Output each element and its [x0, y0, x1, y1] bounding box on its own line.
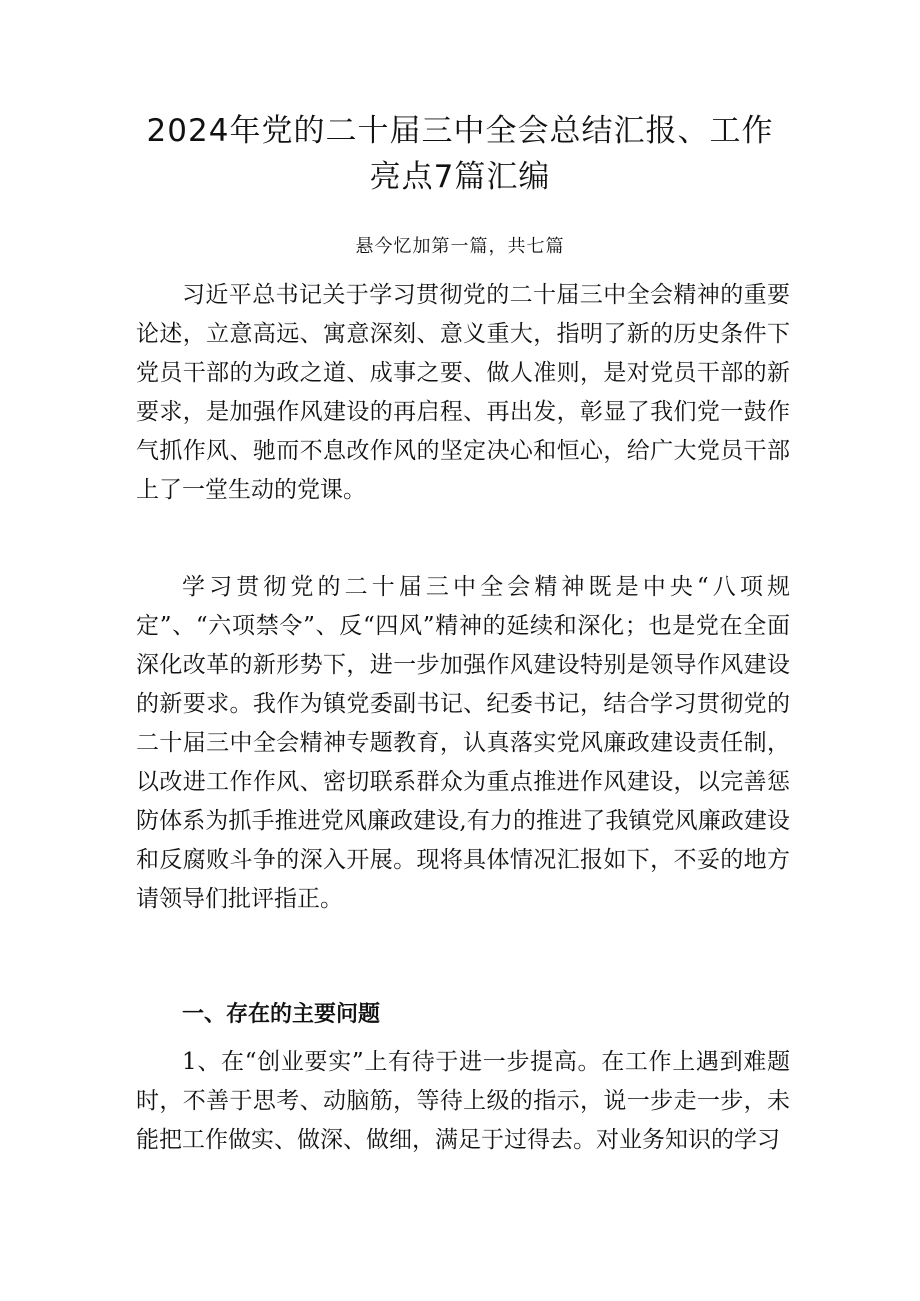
- body-paragraph-1: 习近平总书记关于学习贯彻党的二十届三中全会精神的重要论述，立意高远、寓意深刻、意义重大，指明了新的历史条件下党员干部的为政之道、成事之要、做人准则，是对党员干部的新要求，是加强作风建设的再启程、再出发，彰显了我们党一鼓作气抓作风、驰而不息改作风的坚定决心和恒心，给广大党员干部上了一堂生动的党课。: [136, 282, 790, 503]
- section-paragraph-1: 1、在“创业要实”上有待于进一步提高。在工作上遇到难题时，不善于思考、动脑筋，等待上级的指示，说一步走一步，未能把工作做实、做深、做细，满足于过得去。对业务知识的学习: [136, 1049, 790, 1153]
- document-title-line-2: 亮点7篇汇编: [369, 159, 551, 195]
- document-subtitle: 悬今忆加第一篇，共七篇: [355, 236, 565, 257]
- section-heading: 一、存在的主要问题: [182, 1002, 381, 1027]
- body-paragraph-2: 学习贯彻党的二十届三中全会精神既是中央“八项规定”、“六项禁令”、反“四风”精神的延续和深化；也是党在全面深化改革的新形势下，进一步加强作风建设特别是领导作风建设的新要求。我作为镇党委副书记、纪委书记，结合学习贯彻党的二十届三中全会精神专题教育，认真落实党风廉政建设责任制，以改进工作作风、密切联系群众为重点推进作风建设，以完善惩防体系为抓手推进党风廉政建设,有力的推进了我镇党风廉政建设和反腐败斗争的深入开展。现将具体情况汇报如下，不妥的地方请领导们批评指正。: [136, 574, 790, 912]
- document-title-line-1: 2024年党的二十届三中全会总结汇报、工作: [146, 113, 774, 149]
